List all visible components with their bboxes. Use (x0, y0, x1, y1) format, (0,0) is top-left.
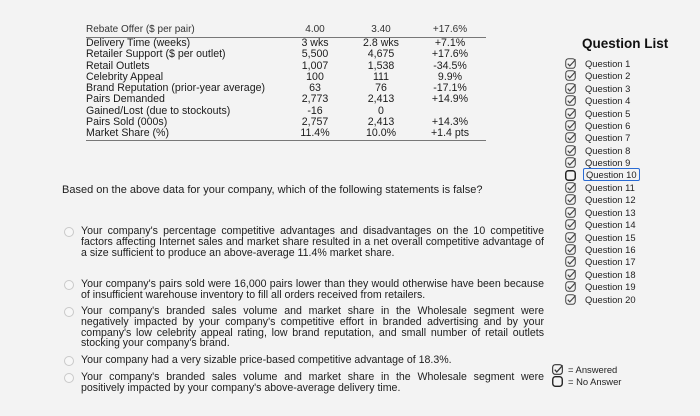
stats-cell: 2,757 (301, 116, 329, 129)
stats-row (86, 49, 486, 60)
answered-check-icon (565, 294, 576, 305)
question-list-item-label: Question 1 (585, 58, 631, 69)
unanswered-box-icon (565, 170, 576, 181)
answered-check-icon (565, 157, 576, 168)
question-list-item-15[interactable] (565, 232, 685, 244)
question-list-item-19[interactable] (565, 281, 685, 293)
question-list-item-11[interactable] (565, 182, 685, 194)
question-list-item-label: Question 8 (585, 144, 631, 156)
question-list-item-label: Question 20 (585, 293, 636, 305)
radio-button[interactable] (64, 280, 74, 290)
answered-check-icon (565, 244, 576, 255)
stats-cell: 1,007 (301, 59, 329, 72)
radio-button[interactable] (64, 227, 74, 237)
stats-cell: +14.3% (431, 116, 469, 129)
question-list-item-14[interactable] (565, 219, 685, 231)
answer-option-1[interactable] (60, 226, 546, 270)
answer-option-text: Your company had a very sizable price-based competitive advantage of 18.3%. (81, 354, 452, 366)
answer-option-text: Your company's pairs sold were 16,000 pairs lower than they would otherwise have been because of insufficient warehouse inventory to fill all orders received from retailers. (81, 278, 544, 301)
answered-check-icon (565, 58, 576, 69)
unanswered-icon (552, 376, 563, 387)
radio-button[interactable] (64, 307, 74, 317)
stats-row-label: Celebrity Appeal (86, 70, 164, 83)
legend-answered-label: = Answered (568, 364, 618, 375)
question-list-title: Question List (582, 36, 669, 51)
answered-check-icon (565, 182, 576, 193)
stats-row-label: Delivery Time (weeks) (86, 37, 191, 49)
answered-icon (552, 364, 563, 375)
question-list-item-5[interactable] (565, 108, 685, 120)
stats-row-label: Brand Reputation (prior-year average) (86, 82, 266, 95)
question-list-item-17[interactable] (565, 256, 685, 268)
stats-cell: -34.5% (433, 59, 467, 72)
answered-check-icon (565, 83, 576, 94)
answered-check-icon (565, 232, 576, 243)
stats-cell: 100 (306, 70, 324, 83)
answered-check-icon (565, 207, 576, 218)
answered-check-icon (565, 219, 576, 230)
stats-cell: +17.6% (431, 48, 469, 61)
question-list-item-label: Question 7 (585, 132, 631, 144)
question-list-item-label: Question 2 (585, 70, 631, 82)
question-list-item-label: Question 10 (583, 168, 640, 181)
question-list-item-8[interactable] (565, 145, 685, 157)
stats-row-label: Pairs Demanded (86, 93, 165, 106)
stats-row-label: Pairs Sold (000s) (86, 116, 168, 129)
question-list-item-label: Question 16 (585, 244, 636, 255)
answered-check-icon (565, 95, 576, 106)
question-list-item-label: Question 14 (585, 219, 636, 231)
question-list-item-label: Question 17 (585, 256, 636, 268)
answer-option-2[interactable] (60, 279, 546, 301)
stats-cell: 2,413 (367, 93, 395, 106)
stats-cell: +14.9% (431, 93, 469, 106)
answered-check-icon (565, 145, 576, 156)
question-list-item-label: Question 18 (585, 268, 636, 280)
question-list-item-4[interactable] (565, 95, 685, 107)
stats-row (86, 128, 486, 140)
answer-option-4[interactable] (60, 355, 546, 367)
stats-cell: 2,773 (301, 93, 329, 106)
stats-cell: 1,538 (367, 59, 395, 72)
legend-unanswered-label: = No Answer (568, 376, 622, 387)
answered-check-icon (565, 281, 576, 292)
stats-cell: 2,413 (367, 116, 395, 129)
stats-cell: 76 (375, 82, 387, 95)
question-list-item-2[interactable] (565, 70, 685, 82)
stats-cell: 4,675 (367, 48, 395, 61)
question-list-item-label: Question 13 (585, 206, 636, 218)
answered-check-icon (565, 256, 576, 267)
radio-button[interactable] (64, 356, 74, 366)
stats-cell: 3.40 (371, 24, 391, 35)
answered-check-icon (565, 194, 576, 205)
question-list-sidebar (548, 0, 700, 416)
stats-cell: 9.9% (437, 70, 463, 83)
question-list-item-6[interactable] (565, 120, 685, 132)
stats-cell: 10.0% (348, 128, 414, 140)
stats-table (86, 24, 486, 141)
stats-cell: +7.1% (434, 37, 466, 49)
stats-row-label: Retailer Support ($ per outlet) (86, 48, 226, 61)
question-list-item-label: Question 6 (585, 120, 631, 131)
question-list-item-label: Question 19 (585, 281, 636, 293)
stats-row-label: Gained/Lost (due to stockouts) (86, 104, 231, 117)
question-list-item-13[interactable] (565, 207, 685, 219)
stats-cell: 0 (378, 104, 384, 117)
answered-check-icon (565, 70, 576, 81)
answer-option-text: Your company's branded sales volume and market share in the Wholesale segment were negatively impacted by your company's competitive effort in branded advertising and by your company's low celebrity appeal rating, low brand reputation, and small number of retail outlets stocking your company's brand. (81, 305, 544, 350)
question-list-item-12[interactable] (565, 194, 685, 206)
answered-check-icon (565, 120, 576, 131)
question-list-item-10[interactable] (565, 170, 685, 182)
question-list-item-16[interactable] (565, 244, 685, 256)
stats-cell: 3 wks (301, 37, 329, 49)
answer-option-text: Your company's percentage competitive advantages and disadvantages on the 10 competitive factors affecting Internet sales and market share resulted in a net overall competitive advantage of a size sufficient to produce an above-average 11.4% market share. (81, 225, 544, 259)
radio-button[interactable] (64, 373, 74, 383)
question-list-item-3[interactable] (565, 83, 685, 95)
question-text: Based on the above data for your company, which of the following statements is false? (62, 184, 483, 196)
stats-cell: 4.00 (305, 24, 325, 35)
answered-check-icon (565, 269, 576, 280)
stats-cell: Rebate Offer ($ per pair) (86, 24, 195, 35)
answer-option-3[interactable] (60, 306, 546, 350)
stats-row-label: Market Share (%) (86, 128, 282, 140)
question-list-item-label: Question 12 (585, 194, 636, 206)
answered-check-icon (565, 132, 576, 143)
question-list-item-1[interactable] (565, 58, 685, 70)
stats-cell: 63 (309, 82, 321, 95)
answer-option-text: Your company's branded sales volume and market share in the Wholesale segment were positively impacted by your company's above-average delivery time. (81, 371, 544, 394)
answered-check-icon (565, 108, 576, 119)
question-list-item-label: Question 4 (585, 95, 631, 107)
answer-option-5[interactable] (60, 372, 546, 396)
question-list-item-label: Question 9 (585, 157, 631, 169)
question-list-item-18[interactable] (565, 269, 685, 281)
stats-cell: 2.8 wks (363, 37, 399, 49)
stats-cell: 5,500 (301, 48, 329, 61)
stats-cell: 111 (372, 70, 390, 83)
stats-cell: -17.1% (433, 82, 467, 95)
question-list-item-label: Question 5 (585, 107, 631, 119)
stats-cell: -16 (307, 104, 323, 117)
question-list-item-20[interactable] (565, 294, 685, 306)
stats-cell: 11.4% (282, 128, 348, 140)
stats-cell: +1.4 pts (414, 128, 486, 140)
question-list-item-7[interactable] (565, 132, 685, 144)
question-list-item-label: Question 11 (585, 182, 635, 193)
stats-cell: +17.6% (432, 24, 468, 35)
question-list-item-label: Question 15 (585, 231, 636, 243)
question-list-item-label: Question 3 (585, 82, 631, 94)
stats-row-label: Retail Outlets (86, 59, 150, 72)
